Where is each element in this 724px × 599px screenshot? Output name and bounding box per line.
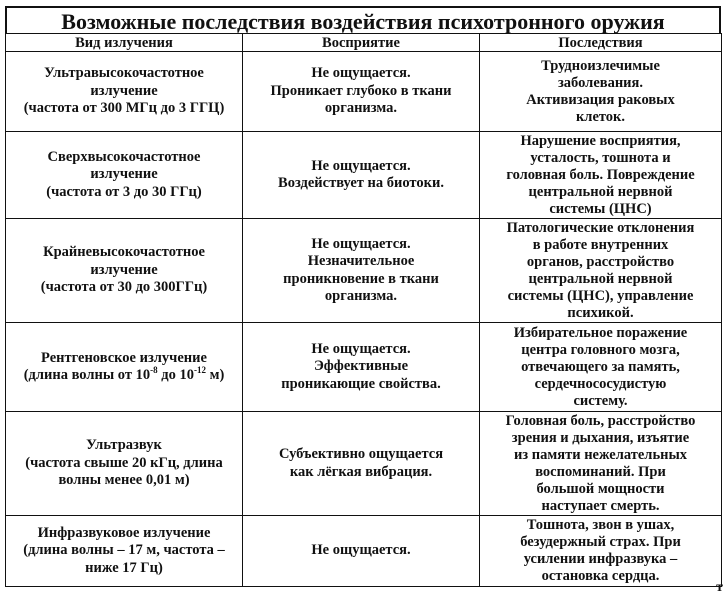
effects-cell: Нарушение восприятия, усталость, тошнота и головная боль. Повреждение центральной нервной системы (ЦНС) [480,132,722,219]
effects-cell: Избирательное поражение центра головного мозга, отвечающего за память, сердечнососудистую систему. [480,323,722,412]
effects-cell: Головная боль, расстройство зрения и дыхания, изъятие из памяти нежелательных воспоминаний. При большой мощности наступает смерть. [480,412,722,516]
column-header-radiation-type: Вид излучения [6,34,243,52]
table-header-row [6,34,722,52]
perception-cell: Субъективно ощущается как лёгкая вибрация. [243,412,480,516]
table-row [6,412,722,516]
edge-text-fragment: т [716,580,723,595]
radiation-type-cell: Инфразвуковое излучение (длина волны – 17 м, частота – ниже 17 Гц) [6,516,243,587]
perception-cell: Не ощущается. Проникает глубоко в ткани организма. [243,52,480,132]
column-header-perception: Восприятие [243,34,480,52]
table-row [6,132,722,219]
table-row [6,52,722,132]
effects-table [5,33,722,587]
effects-cell: Патологические отклонения в работе внутренних органов, расстройство центральной нервной системы (ЦНС), управление психикой. [480,219,722,323]
radiation-type-cell: Ультразвук (частота свыше 20 кГц, длина волны менее 0,01 м) [6,412,243,516]
table-row [6,219,722,323]
table-row [6,323,722,412]
perception-cell: Не ощущается. Незначительное проникновение в ткани организма. [243,219,480,323]
perception-cell: Не ощущается. Эффективные проникающие свойства. [243,323,480,412]
perception-cell: Не ощущается. [243,516,480,587]
radiation-type-cell: Крайневысокочастотное излучение (частота от 30 до 300ГГц) [6,219,243,323]
page-title: Возможные последствия воздействия психотронного оружия [5,6,721,33]
radiation-type-cell: Ультравысокочастотное излучение (частота от 300 МГц до 3 ГГЦ) [6,52,243,132]
table-row [6,516,722,587]
radiation-type-cell: Рентгеновское излучение (длина волны от $10^{-8}$ до $10^{-12}$ м) [6,323,243,412]
column-header-effects: Последствия [480,34,722,52]
radiation-type-cell: Сверхвысокочастотное излучение (частота от 3 до 30 ГГц) [6,132,243,219]
document-sheet [5,6,721,587]
perception-cell: Не ощущается. Воздействует на биотоки. [243,132,480,219]
effects-cell: Тошнота, звон в ушах, безудержный страх. При усилении инфразвука – остановка сердца. [480,516,722,587]
effects-cell: Трудноизлечимые заболевания. Активизация раковых клеток. [480,52,722,132]
wavelength-range: (длина волны от $10^{-8}$ до $10^{-12}$ м) [23,365,225,383]
